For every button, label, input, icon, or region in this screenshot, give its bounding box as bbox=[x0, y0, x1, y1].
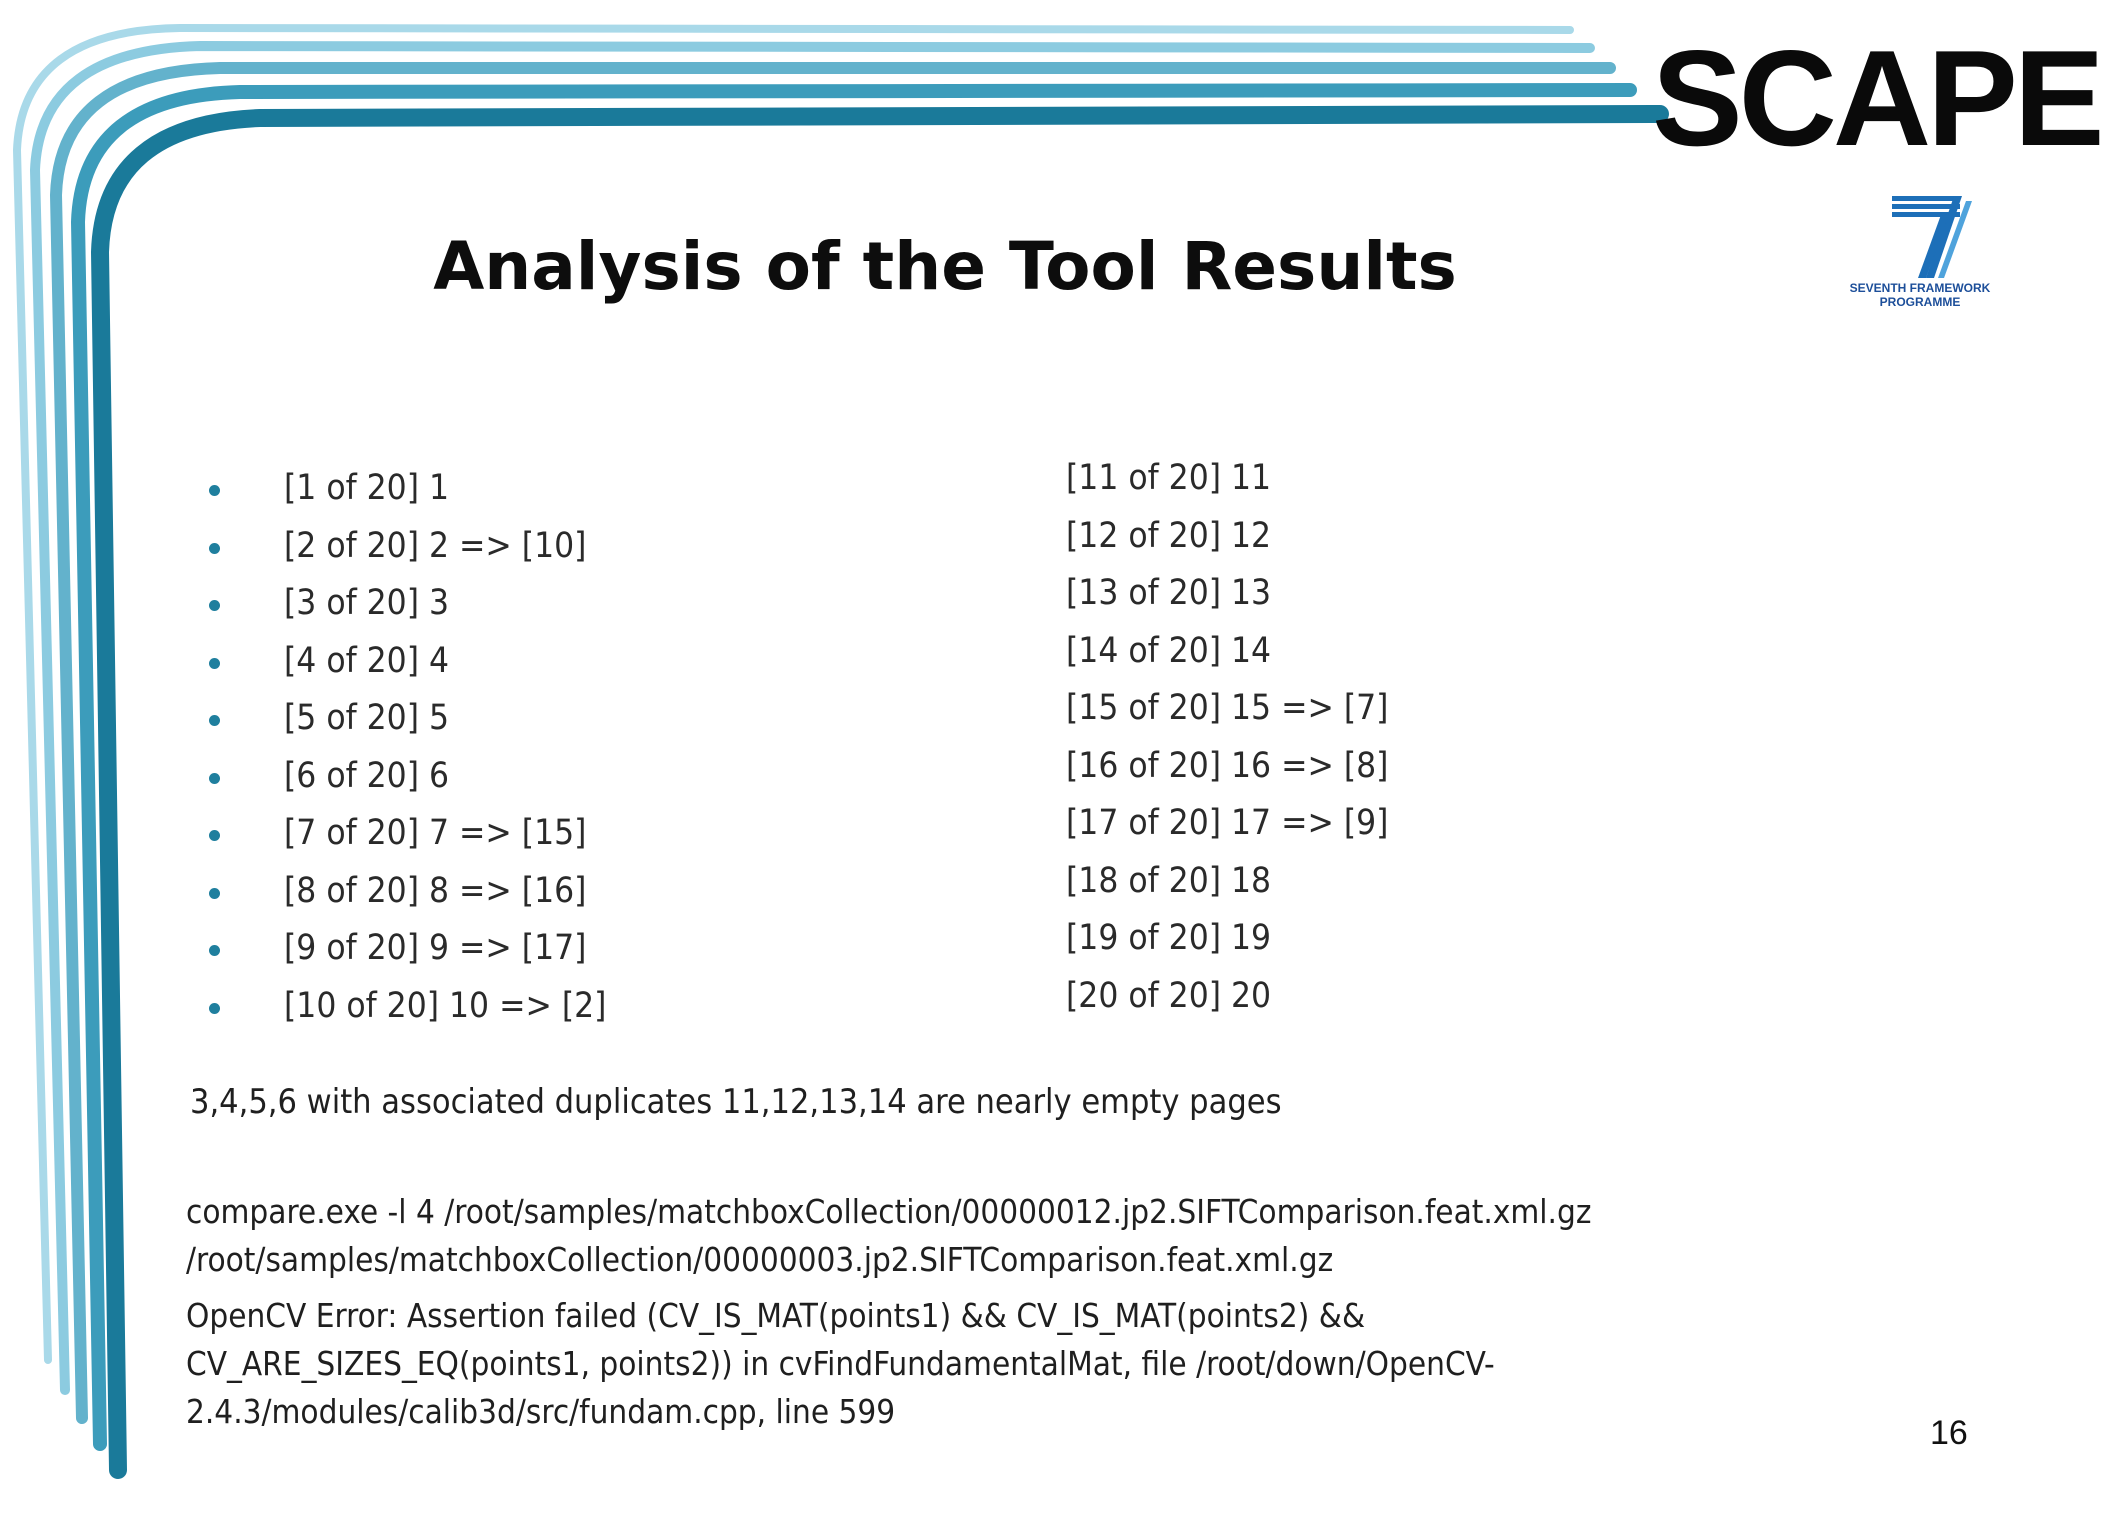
list-item: [6 of 20] 6 bbox=[284, 748, 606, 806]
command-line: /root/samples/matchboxCollection/00000003.jp2.SIFTComparison.feat.xml.gz bbox=[186, 1240, 1334, 1279]
list-item: [12 of 20] 12 bbox=[1066, 515, 1272, 556]
scape-logo: SCAPE bbox=[1652, 22, 2101, 174]
fp7-text-line2: PROGRAMME bbox=[1879, 295, 1961, 309]
results-list-left bbox=[284, 460, 606, 1035]
results-list-right bbox=[1066, 450, 1388, 1025]
list-item: [9 of 20] 9 => [17] bbox=[284, 920, 606, 978]
list-item: [2 of 20] 2 => [10] bbox=[284, 518, 606, 576]
list-item: [3 of 20] 3 bbox=[284, 575, 606, 633]
error-line: 2.4.3/modules/calib3d/src/fundam.cpp, line 599 bbox=[186, 1392, 896, 1431]
list-item: [14 of 20] 14 bbox=[1066, 630, 1272, 671]
list-item: [17 of 20] 17 => [9] bbox=[1066, 803, 1389, 843]
list-item: [16 of 20] 16 => [8] bbox=[1066, 745, 1389, 786]
list-item: [5 of 20] 5 bbox=[284, 690, 606, 748]
list-item: [20 of 20] 20 bbox=[1066, 975, 1272, 1016]
list-item: [19 of 20] 19 bbox=[1066, 918, 1272, 958]
list-item: [4 of 20] 4 bbox=[284, 633, 606, 691]
list-item: [18 of 20] 18 bbox=[1066, 860, 1272, 901]
list-item: [13 of 20] 13 bbox=[1066, 573, 1272, 613]
list-item: [15 of 20] 15 => [7] bbox=[1066, 688, 1389, 728]
error-line: OpenCV Error: Assertion failed (CV_IS_MAT(points1) && CV_IS_MAT(points2) && bbox=[186, 1296, 1366, 1335]
list-item: [8 of 20] 8 => [16] bbox=[284, 863, 606, 921]
list-item: [7 of 20] 7 => [15] bbox=[284, 805, 606, 863]
fp7-text-line1: SEVENTH FRAMEWORK bbox=[1849, 281, 1991, 295]
page-number: 16 bbox=[1930, 1414, 1968, 1452]
empty-pages-note: 3,4,5,6 with associated duplicates 11,12,13,14 are nearly empty pages bbox=[190, 1082, 1282, 1122]
error-line: CV_ARE_SIZES_EQ(points1, points2)) in cvFindFundamentalMat, file /root/down/OpenCV- bbox=[186, 1344, 1495, 1383]
command-line: compare.exe -l 4 /root/samples/matchboxCollection/00000012.jp2.SIFTComparison.feat.xml.gz bbox=[186, 1192, 1592, 1231]
list-item: [11 of 20] 11 bbox=[1066, 458, 1272, 498]
list-item: [10 of 20] 10 => [2] bbox=[284, 978, 606, 1036]
slide-title: Analysis of the Tool Results bbox=[433, 228, 1457, 305]
list-item: [1 of 20] 1 bbox=[284, 460, 606, 518]
